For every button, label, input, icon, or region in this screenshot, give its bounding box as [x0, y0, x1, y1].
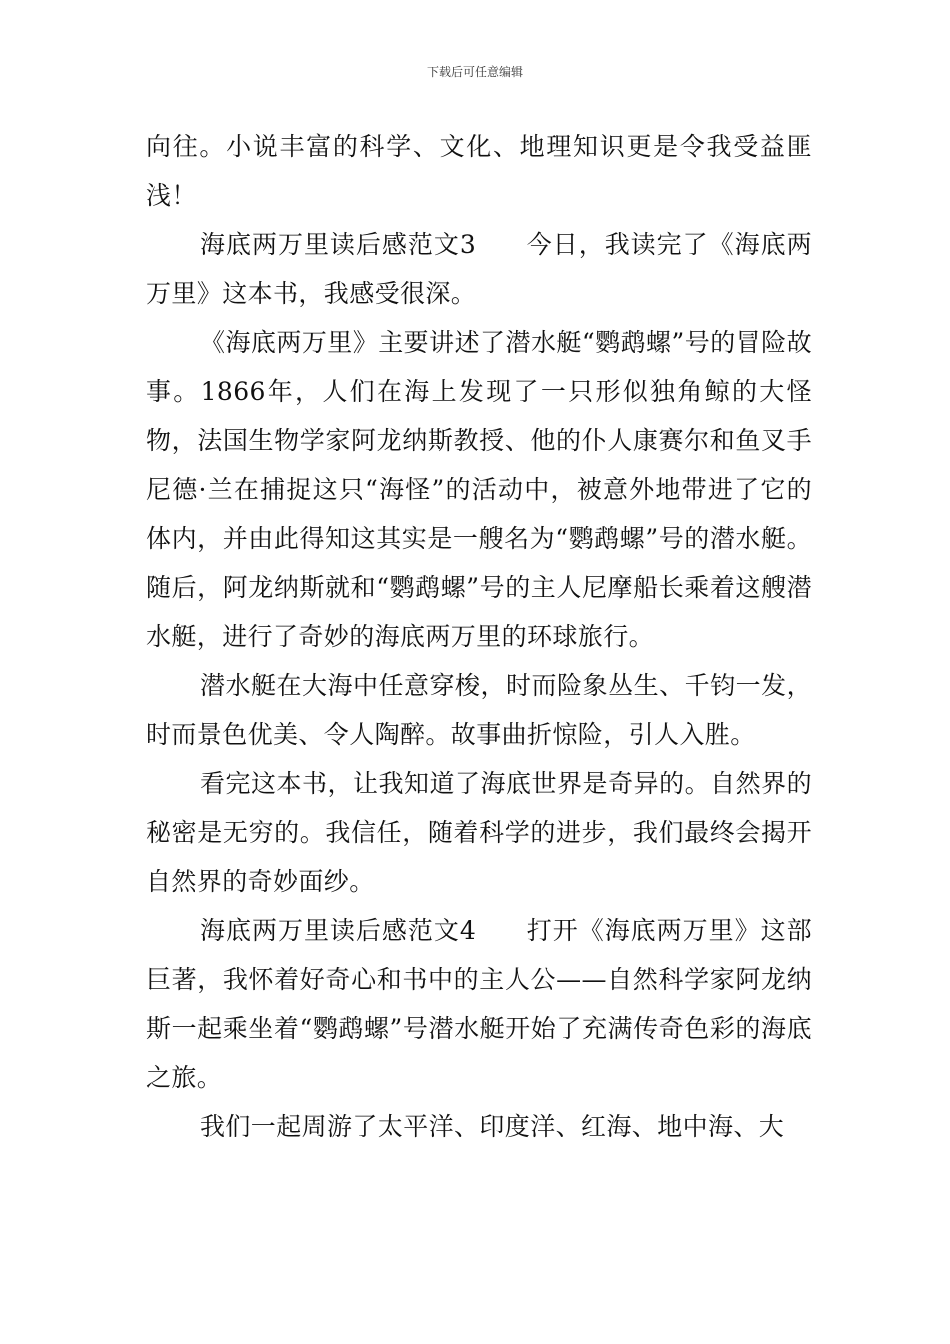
paragraph-3: 《海底两万里》主要讲述了潜水艇“鹦鹉螺”号的冒险故事。1866年，人们在海上发现了一只形似独角鲸的大怪物，法国生物学家阿龙纳斯教授、他的仆人康赛尔和鱼叉手尼德·兰在捕捉这只“海怪”的活动中，被意外地带进了它的体内，并由此得知这其实是一艘名为“鹦鹉螺”号的潜水艇。随后，阿龙纳斯就和“鹦鹉螺”号的主人尼摩船长乘着这艘潜水艇，进行了奇妙的海底两万里的环球旅行。: [146, 328, 812, 651]
section-heading-4: 海底两万里读后感范文4: [200, 916, 477, 945]
section-heading-3: 海底两万里读后感范文3: [200, 230, 477, 259]
paragraph-6: [146, 906, 812, 1102]
document-body: [146, 122, 812, 1151]
paragraph-7: 我们一起周游了太平洋、印度洋、红海、地中海、大: [200, 1112, 785, 1141]
page-header: 下载后可任意编辑: [426, 65, 523, 79]
paragraph-5: 看完这本书，让我知道了海底世界是奇异的。自然界的秘密是无穷的。我信任，随着科学的进步，我们最终会揭开自然界的奇妙面纱。: [146, 769, 812, 896]
paragraph-6-text: 打开《海底两万里》这部巨著，我怀着好奇心和书中的主人公——自然科学家阿龙纳斯一起乘坐着“鹦鹉螺”号潜水艇开始了充满传奇色彩的海底之旅。: [146, 916, 812, 1092]
paragraph-2-text: 今日，我读完了《海底两万里》这本书，我感受很深。: [146, 230, 812, 308]
paragraph-2: [146, 220, 812, 318]
paragraph-4: 潜水艇在大海中任意穿梭，时而险象丛生、千钧一发，时而景色优美、令人陶醉。故事曲折惊险，引人入胜。: [146, 671, 812, 749]
paragraph-1: 向往。小说丰富的科学、文化、地理知识更是令我受益匪浅！: [146, 132, 812, 210]
